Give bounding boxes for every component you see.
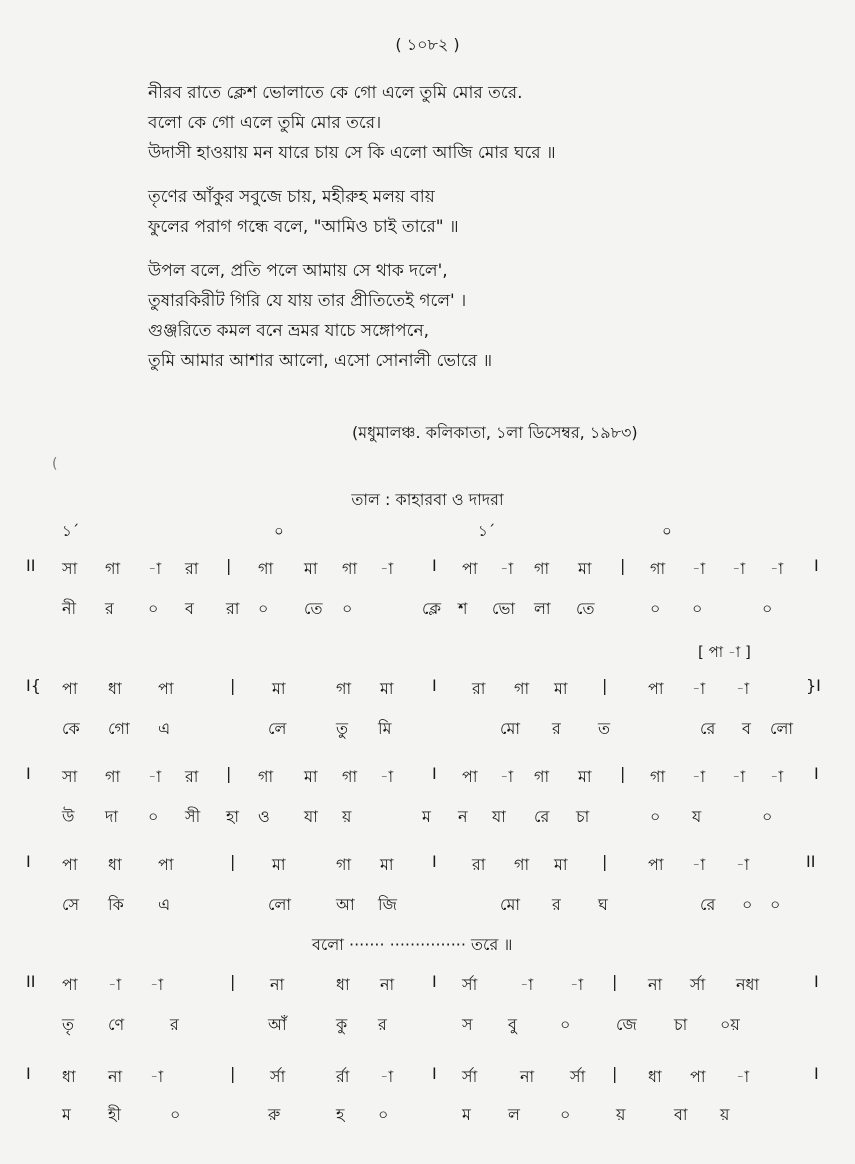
bani-cell: মি (378, 719, 392, 738)
swar-cell: | (226, 764, 232, 783)
bani-cell: শ (458, 599, 468, 618)
swar-cell: -া (150, 975, 164, 994)
swar-cell: -া (570, 975, 584, 994)
bani-cell: তু (336, 719, 349, 738)
bani-cell: সে (62, 895, 80, 914)
bani-cell: ০ (762, 599, 773, 618)
swar-cell: র্সা (462, 1067, 478, 1086)
swar-cell: -া (692, 767, 706, 786)
bani-cell: লো (770, 719, 794, 738)
bani-cell: তে (576, 599, 595, 618)
swar-cell: II (806, 852, 816, 871)
bani-row (0, 596, 855, 622)
swar-cell: র্সা (570, 1067, 586, 1086)
swar-cell: না (380, 975, 395, 994)
swar-cell: | (230, 1064, 236, 1083)
swar-cell: পা (690, 1067, 706, 1086)
poem-line: তুষারকিরীট গিরি যে যায় তার প্রীতিতেই গলে' । (148, 291, 467, 311)
bani-cell: র (552, 895, 561, 914)
swar-cell: I (814, 556, 819, 575)
tala-heading: তাল : কাহারবা ও দাদরা (351, 490, 504, 509)
bani-cell: তে (304, 599, 323, 618)
page-number: ( ১০৮২ ) (395, 35, 460, 54)
bani-cell: স (462, 1015, 473, 1034)
swar-cell: পা (62, 855, 78, 874)
swar-cell: -া (732, 559, 746, 578)
swar-cell: মা (578, 559, 592, 578)
bani-cell: ত (598, 719, 611, 738)
bani-cell: রু (268, 1105, 281, 1124)
swar-cell: না (270, 975, 285, 994)
bani-cell: ০ (742, 895, 753, 914)
bani-row (0, 892, 855, 918)
bani-cell: ব (742, 719, 751, 738)
swar-cell: -া (500, 559, 514, 578)
swar-cell: পা (158, 679, 174, 698)
bani-cell: কু (336, 1015, 348, 1034)
swar-cell: মা (304, 767, 318, 786)
bani-cell: উ (62, 807, 75, 826)
bani-cell: তৃ (62, 1015, 75, 1034)
swar-cell: ধা (108, 679, 122, 698)
bani-cell: ০ (770, 895, 781, 914)
bani-cell: কি (108, 895, 124, 914)
swar-cell: রা (185, 559, 199, 578)
swar-cell: | (230, 852, 236, 871)
swar-cell: গা (514, 679, 530, 698)
swar-cell: রা (472, 679, 486, 698)
bani-cell: জে (616, 1015, 637, 1034)
poem (148, 78, 556, 390)
bani-cell: ০ (650, 807, 661, 826)
swar-cell: রা (185, 767, 199, 786)
swar-cell: }I (806, 676, 821, 695)
swar-cell: গা (534, 767, 550, 786)
poem-line: গুঞ্জরিতে কমল বনে ভ্রমর যাচে সঙ্গোপনে, (148, 321, 430, 341)
swar-cell: গা (258, 559, 274, 578)
swar-cell: ধা (62, 1067, 76, 1086)
repeat-note: [ পা -া ] (698, 643, 751, 661)
bani-cell: ০ (560, 1105, 571, 1124)
bani-cell: য় (342, 807, 352, 826)
bani-row (0, 804, 855, 830)
swar-cell: ধা (108, 855, 122, 874)
bani-cell: ম (422, 807, 431, 826)
bani-cell: চা (576, 807, 590, 826)
swar-cell: পা (158, 855, 174, 874)
bani-cell: এ (158, 719, 171, 738)
swar-cell: মা (304, 559, 318, 578)
beat-marker: ১´ (478, 522, 496, 540)
poem-line: নীরব রাতে ক্লেশ ভোলাতে কে গো এলে তুমি মোর তরে. (148, 83, 523, 103)
bani-cell: এ (158, 895, 171, 914)
bani-row (0, 1102, 855, 1128)
swar-cell: I (26, 1064, 31, 1083)
swar-cell: র্সা (462, 975, 478, 994)
swar-cell: | (620, 556, 626, 575)
bani-row (0, 716, 855, 742)
bani-cell: বা (674, 1105, 688, 1124)
swar-cell: মা (380, 855, 394, 874)
swar-cell: -া (380, 1067, 394, 1086)
bani-cell: র (105, 599, 114, 618)
swar-cell: I (26, 852, 31, 871)
swar-cell: না (520, 1067, 535, 1086)
swar-cell: | (230, 972, 236, 991)
bani-cell: হী (108, 1105, 121, 1124)
swar-cell: গা (258, 767, 274, 786)
beat-marker: ০ (274, 522, 284, 540)
swar-cell: -া (148, 559, 162, 578)
refrain-line: বলো ······· ··············· তরে ॥ (312, 935, 513, 954)
bani-cell: হ (336, 1105, 345, 1124)
swar-cell: -া (732, 767, 746, 786)
swar-row (0, 556, 855, 582)
swar-cell: -া (736, 679, 750, 698)
swar-cell: মা (380, 679, 394, 698)
swar-cell: -া (692, 855, 706, 874)
swar-cell: মা (578, 767, 592, 786)
swar-cell: না (108, 1067, 123, 1086)
swar-cell: ধা (336, 975, 350, 994)
bani-cell: জি (378, 895, 397, 914)
swar-cell: সা (62, 559, 78, 578)
poem-line: তৃণের আঁকুর সবুজে চায়, মহীরুহ মলয় বায় (148, 187, 435, 207)
swar-cell: I (26, 764, 31, 783)
swar-cell: I (432, 556, 437, 575)
swar-cell: গা (650, 559, 666, 578)
bani-cell: ন (458, 807, 468, 826)
bani-cell: র (170, 1015, 179, 1034)
bani-cell: রে (534, 807, 550, 826)
swar-cell: গা (105, 559, 121, 578)
bani-cell: ০ (148, 807, 159, 826)
swar-cell: | (612, 972, 618, 991)
bani-cell: রে (700, 719, 716, 738)
swar-cell: -া (380, 767, 394, 786)
swar-cell: র্রা (336, 1067, 350, 1086)
bani-cell: ০ (148, 599, 159, 618)
bani-cell: ০ (762, 807, 773, 826)
bani-cell: ব (185, 599, 194, 618)
swar-cell: -া (692, 679, 706, 698)
bani-cell: ম (462, 1105, 471, 1124)
swar-cell: I (432, 764, 437, 783)
bani-cell: মো (500, 719, 521, 738)
swar-row (0, 676, 855, 702)
swar-row (0, 1064, 855, 1090)
swar-cell: র্সা (270, 1067, 286, 1086)
poem-line: তুমি আমার আশার আলো, এসো সোনালী ভোরে ॥ (148, 351, 493, 371)
swar-row (0, 764, 855, 790)
poem-line: উদাসী হাওয়ায় মন যারে চায় সে কি এলো আজি মোর ঘরে ॥ (148, 143, 556, 163)
bani-cell: যা (304, 807, 318, 826)
bani-cell: লা (534, 599, 551, 618)
bani-cell: রে (700, 895, 716, 914)
swar-cell: সা (62, 767, 78, 786)
bani-cell: র (378, 1015, 387, 1034)
bani-cell: র (552, 719, 561, 738)
swar-cell: গা (336, 855, 352, 874)
swar-cell: গা (514, 855, 530, 874)
bani-cell: ল (508, 1105, 520, 1124)
swar-cell: I (432, 852, 437, 871)
swar-cell: -া (148, 767, 162, 786)
bani-cell: সী (185, 807, 201, 826)
swar-cell: -া (736, 1067, 750, 1086)
swar-cell: I (432, 676, 437, 695)
swar-cell: | (602, 676, 608, 695)
bani-cell: যা (492, 807, 506, 826)
bani-cell: ণে (108, 1015, 125, 1034)
swar-cell: I (814, 972, 819, 991)
swar-cell: | (602, 852, 608, 871)
swar-cell: | (226, 556, 232, 575)
poem-stanza-1 (148, 78, 556, 168)
swar-cell: | (612, 1064, 618, 1083)
bani-cell: ০ (378, 1105, 389, 1124)
bani-cell: লে (268, 719, 287, 738)
swar-row (0, 852, 855, 878)
swar-cell: II (26, 972, 36, 991)
swar-cell: -া (770, 559, 784, 578)
bani-cell: ঘ (598, 895, 608, 914)
swar-cell: পা (648, 855, 664, 874)
swar-cell: নধা (736, 975, 760, 994)
bani-cell: ০ (342, 599, 353, 618)
swar-cell: -া (692, 559, 706, 578)
bani-cell: লো (268, 895, 292, 914)
swar-cell: I (432, 972, 437, 991)
swar-cell: -া (736, 855, 750, 874)
bani-cell: য় (720, 1105, 730, 1124)
stray-mark: ( (52, 456, 58, 472)
bani-cell: ভো (492, 599, 516, 618)
swar-cell: পা (462, 559, 478, 578)
bani-cell: বু (508, 1015, 517, 1034)
swar-cell: | (230, 676, 236, 695)
swar-cell: -া (380, 559, 394, 578)
swar-cell: -া (108, 975, 122, 994)
bani-cell: য (692, 807, 702, 826)
bani-cell: নী (62, 599, 77, 618)
swar-cell: পা (62, 679, 78, 698)
bani-cell: আঁ (268, 1015, 287, 1034)
swar-cell: -া (520, 975, 534, 994)
bani-cell: ০ (560, 1015, 571, 1034)
swar-cell: গা (105, 767, 121, 786)
swar-cell: না (648, 975, 663, 994)
bani-row (0, 1012, 855, 1038)
swar-row (0, 972, 855, 998)
swar-cell: -া (770, 767, 784, 786)
bani-cell: য় (616, 1105, 626, 1124)
bani-cell: দা (105, 807, 119, 826)
poem-line: উপল বলে, প্রতি পলে আমায় সে থাক দলে', (148, 261, 448, 281)
poem-stanza-2 (148, 182, 556, 242)
swar-cell: মা (554, 679, 568, 698)
beat-marker: ০ (662, 522, 672, 540)
swar-cell: রা (472, 855, 486, 874)
swar-cell: পা (62, 975, 78, 994)
swar-cell: পা (648, 679, 664, 698)
bani-cell: ০ (170, 1105, 181, 1124)
bani-cell: রা (226, 599, 240, 618)
beat-marker: ১´ (62, 522, 80, 540)
swar-cell: পা (462, 767, 478, 786)
swar-cell: I (814, 1064, 819, 1083)
bani-cell: কে (62, 719, 80, 738)
swar-cell: র্সা (690, 975, 706, 994)
bani-cell: ক্লে (422, 599, 442, 618)
swar-cell: মা (272, 679, 286, 698)
bani-cell: আ (336, 895, 355, 914)
poem-line: ফুলের পরাগ গন্ধে বলে, "আমিও চাই তারে" ॥ (148, 217, 459, 237)
bani-cell: ০য় (720, 1015, 740, 1034)
bani-cell: মো (500, 895, 521, 914)
swar-cell: -া (500, 767, 514, 786)
bani-cell: গো (108, 719, 130, 738)
bani-cell: ০ (692, 599, 703, 618)
swar-cell: গা (336, 679, 352, 698)
swar-cell: | (620, 764, 626, 783)
bani-cell: ০ (650, 599, 661, 618)
poem-stanza-3 (148, 256, 556, 376)
swar-cell: I (814, 764, 819, 783)
swar-cell: গা (534, 559, 550, 578)
bani-cell: ম (62, 1105, 71, 1124)
bani-cell: ও (258, 807, 270, 826)
bani-cell: হা (226, 807, 240, 826)
swar-cell: I (432, 1064, 437, 1083)
swar-cell: মা (554, 855, 568, 874)
poem-line: বলো কে গো এলে তুমি মোর তরে। (148, 113, 382, 133)
swar-cell: গা (342, 767, 358, 786)
bani-cell: ০ (258, 599, 269, 618)
poem-source: (মধুমালঞ্চ. কলিকাতা, ১লা ডিসেম্বর, ১৯৮৩) (352, 423, 638, 442)
swar-cell: ধা (648, 1067, 662, 1086)
swar-cell: গা (342, 559, 358, 578)
swar-cell: গা (650, 767, 666, 786)
swar-cell: II (26, 556, 36, 575)
swar-cell: মা (272, 855, 286, 874)
swar-cell: -া (150, 1067, 164, 1086)
swar-cell: I{ (26, 676, 41, 695)
bani-cell: চা (674, 1015, 688, 1034)
